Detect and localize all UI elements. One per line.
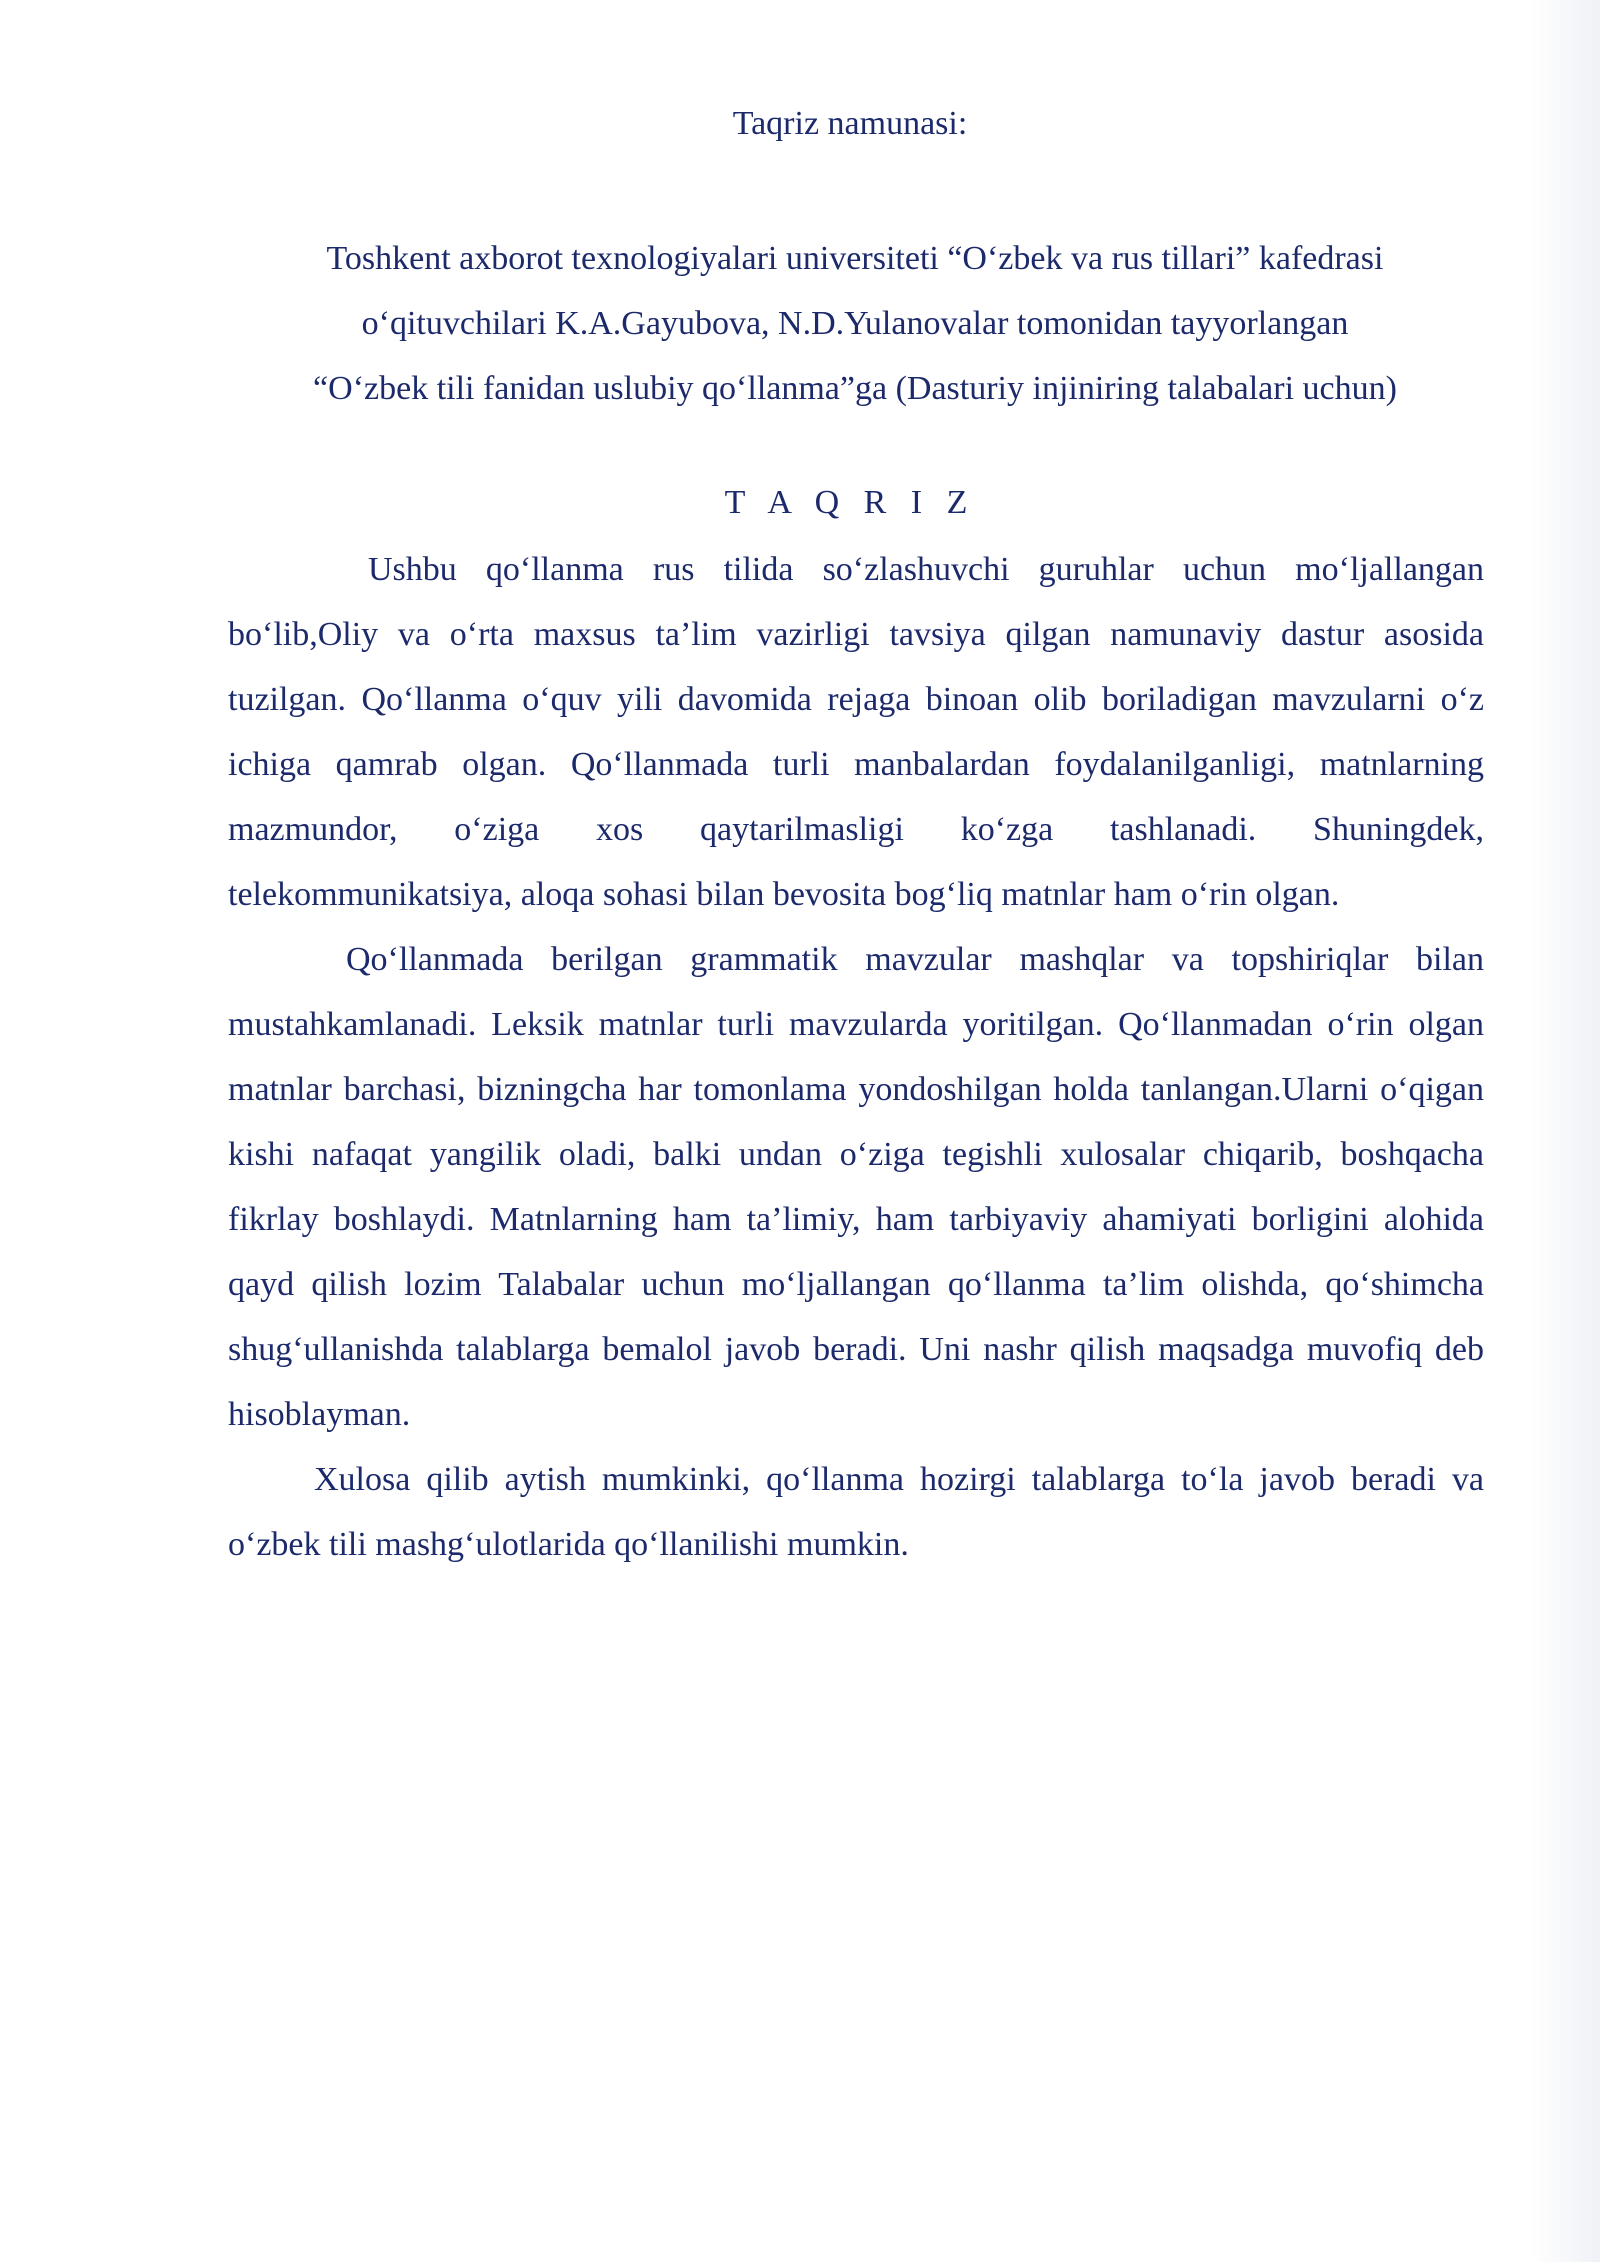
paragraph: Qo‘llanmada berilgan grammatik mavzular mashqlar va topshiriqlar bilan mustahkamlanadi. Leksik matnlar turli mavzularda yoritilgan. Qo‘llanmadan o‘rin olgan matnlar barchasi, bizningcha har tomonlama yondoshilgan holda tanlangan.Ularni o‘qigan kishi nafaqat yangilik oladi, balki undan o‘ziga tegishli xulosalar chiqarib, boshqacha fikrlay boshlaydi. Matnlarning ham ta’limiy, ham tarbiyaviy ahamiyati borligini alohida qayd qilish lozim Talabalar uchun mo‘ljallangan qo‘llanma ta’lim olishda, qo‘shimcha shug‘ullanishda talablarga bemalol javob beradi. Uni nashr qilish maqsadga muvofiq deb hisoblayman. [228, 941, 1484, 1433]
intro-line: Toshkent axborot texnologiyalari universiteti “O‘zbek va rus tillari” kafedrasi [326, 240, 1384, 277]
review-body [228, 537, 1484, 1577]
intro-line: “O‘zbek tili fanidan uslubiy qo‘llanma”ga (Dasturiy injiniring talabalari uchun) [313, 370, 1397, 407]
intro-block [230, 226, 1480, 421]
paragraph: Ushbu qo‘llanma rus tilida so‘zlashuvchi guruhlar uchun mo‘ljallangan bo‘lib,Oliy va o‘rta maxsus ta’lim vazirligi tavsiya qilgan namunaviy dastur asosida tuzilgan. Qo‘llanma o‘quv yili davomida rejaga binoan olib boriladigan mavzularni o‘z ichiga qamrab olgan. Qo‘llanmada turli manbalardan foydalanilganligi, matnlarning mazmundor, o‘ziga xos qaytarilmasligi ko‘zga tashlanadi. Shuningdek, telekommunikatsiya, aloqa sohasi bilan bevosita bog‘liq matnlar ham o‘rin olgan. [228, 551, 1484, 913]
paragraph: Xulosa qilib aytish mumkinki, qo‘llanma hozirgi talablarga to‘la javob beradi va o‘zbek tili mashg‘ulotlarida qo‘llanilishi mumkin. [228, 1461, 1484, 1563]
document-title: T A Q R I Z [724, 484, 976, 521]
sample-header: Taqriz namunasi: [732, 105, 968, 142]
page-edge-shadow [1530, 0, 1600, 2262]
intro-line: o‘qituvchilari K.A.Gayubova, N.D.Yulanovalar tomonidan tayyorlangan [361, 305, 1349, 342]
